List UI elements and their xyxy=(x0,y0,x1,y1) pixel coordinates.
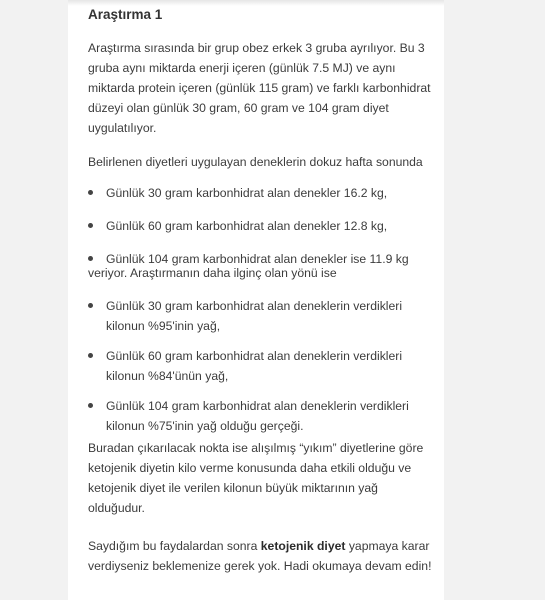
list-item xyxy=(88,296,436,336)
fat-loss-list xyxy=(88,296,436,436)
bullet-icon xyxy=(88,223,93,228)
closing-paragraph xyxy=(88,536,436,576)
list-item-text: Günlük 104 gram karbonhidrat alan denekler ise 11.9 kg xyxy=(106,252,409,266)
list-item xyxy=(88,346,436,386)
bullet-icon xyxy=(88,303,93,308)
weight-loss-list xyxy=(88,183,436,269)
bullet-icon xyxy=(88,256,93,261)
ketogenic-diet-highlight: ketojenik diyet xyxy=(260,539,346,553)
bullet-icon xyxy=(88,353,93,358)
list-item-text: Günlük 60 gram karbonhidrat alan denekler 12.8 kg, xyxy=(106,219,388,233)
intro-paragraph: Araştırma sırasında bir grup obez erkek 3 gruba ayrılıyor. Bu 3 gruba aynı miktarda enerji içeren (günlük 7.5 MJ) ve aynı miktarda protein içeren (günlük 115 gram) ve farklı karbonhidrat düzeyi olan günlük 30 gram, 60 gram ve 104 gram diyet uygulatılıyor. xyxy=(88,41,431,135)
list-item-text: Günlük 30 gram karbonhidrat alan denekler 16.2 kg, xyxy=(106,186,388,200)
section-heading: Araştırma 1 xyxy=(88,7,163,22)
list-item-text: Günlük 104 gram karbonhidrat alan deneklerin verdikleri kilonun %75'inin yağ olduğu gerçeği. xyxy=(106,399,409,433)
list-item-text: Günlük 30 gram karbonhidrat alan deneklerin verdikleri kilonun %95'inin yağ, xyxy=(106,299,403,333)
list-item xyxy=(88,396,436,436)
list-item xyxy=(88,183,436,203)
closing-text-start: Saydığım bu faydalardan sonra xyxy=(88,539,261,553)
results-intro-paragraph: Belirlenen diyetleri uygulayan deneklerin dokuz hafta sonunda xyxy=(88,155,423,169)
article-page xyxy=(68,0,444,600)
closing-text-end: yapmaya karar verdiyseniz beklemenize gerek yok. Hadi okumaya devam edin! xyxy=(88,539,432,573)
interesting-paragraph: veriyor. Araştırmanın daha ilginç olan yönü ise xyxy=(88,266,337,280)
list-item-text: Günlük 60 gram karbonhidrat alan deneklerin verdikleri kilonun %84'ünün yağ, xyxy=(106,349,403,383)
list-item xyxy=(88,216,436,236)
conclusion-paragraph: Buradan çıkarılacak nokta ise alışılmış “yıkım” diyetlerine göre ketojenik diyetin kilo verme konusunda daha etkili olduğu ve ketojenik diyet ile verilen kilonun büyük miktarının yağ olduğudur. xyxy=(88,441,424,515)
bullet-icon xyxy=(88,403,93,408)
bullet-icon xyxy=(88,190,93,195)
